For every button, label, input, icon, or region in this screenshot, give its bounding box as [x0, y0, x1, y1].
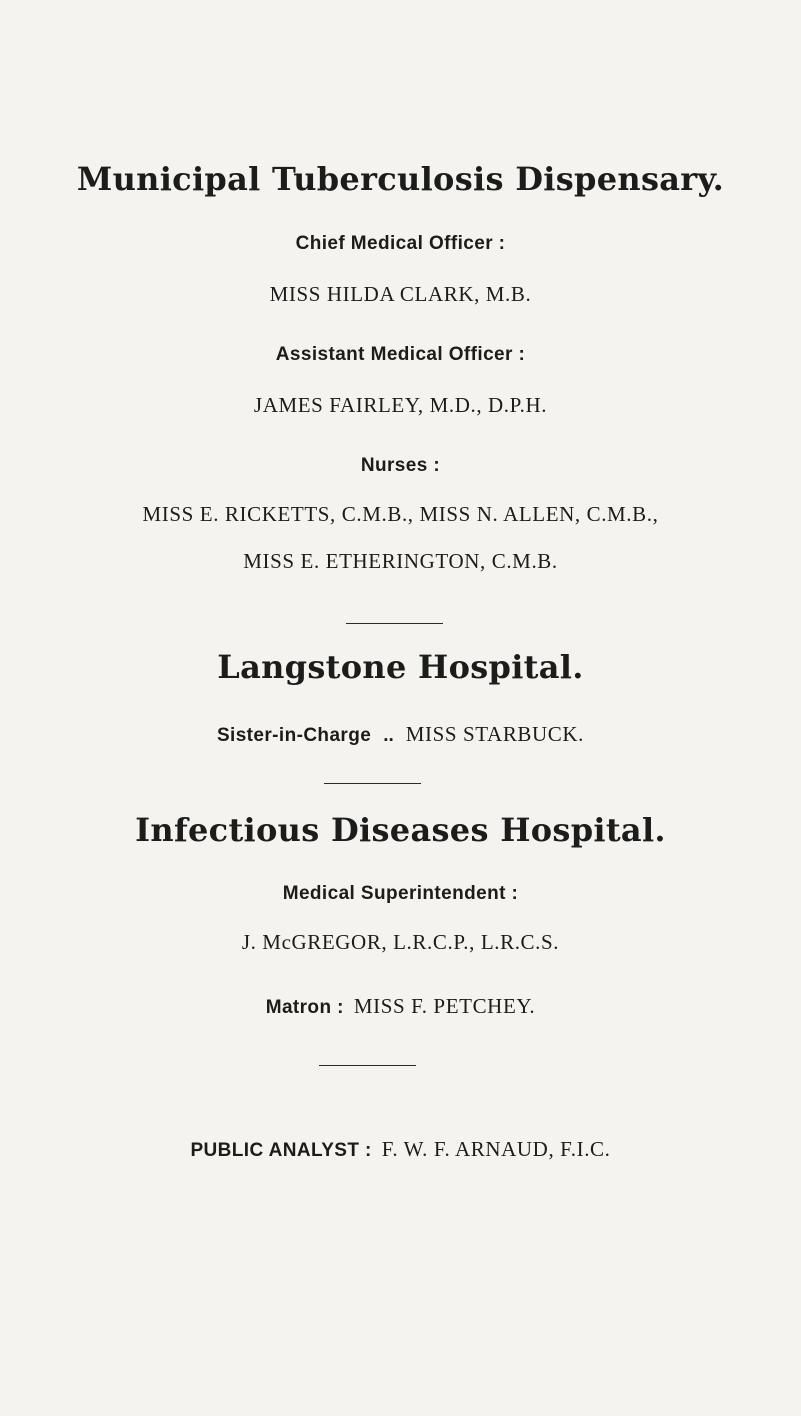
public-analyst-name: F. W. F. ARNAUD, F.I.C. — [381, 1137, 611, 1161]
sister-in-charge-name: MISS STARBUCK. — [405, 722, 585, 746]
nurses-label: Nurses : — [360, 455, 441, 476]
section-divider — [346, 623, 443, 624]
matron-label: Matron : — [265, 997, 344, 1018]
section-divider — [324, 783, 421, 784]
matron-name: MISS F. PETCHEY. — [353, 994, 536, 1018]
chief-medical-officer-name: MISS HILDA CLARK, M.B. — [269, 282, 532, 306]
assistant-medical-officer-name: JAMES FAIRLEY, M.D., D.P.H. — [253, 393, 548, 417]
medical-superintendent-label: Medical Superintendent : — [282, 883, 519, 904]
sister-in-charge-separator: .. — [383, 725, 394, 746]
assistant-medical-officer-label: Assistant Medical Officer : — [275, 344, 526, 365]
medical-superintendent-name: J. McGREGOR, L.R.C.P., L.R.C.S. — [241, 930, 560, 954]
nurses-line-1: MISS E. RICKETTS, C.M.B., MISS N. ALLEN, C.M.B., — [142, 502, 659, 526]
langstone-title: Langstone Hospital. — [217, 648, 584, 686]
dispensary-title: Municipal Tuberculosis Dispensary. — [76, 160, 725, 198]
infectious-diseases-title: Infectious Diseases Hospital. — [135, 811, 666, 849]
sister-in-charge-line — [0, 722, 801, 747]
sister-in-charge-label: Sister-in-Charge — [216, 725, 372, 746]
public-analyst-label: PUBLIC ANALYST : — [190, 1140, 372, 1161]
chief-medical-officer-label: Chief Medical Officer : — [295, 233, 506, 254]
public-analyst-line — [0, 1137, 801, 1162]
nurses-line-2: MISS E. ETHERINGTON, C.M.B. — [243, 549, 558, 573]
matron-line — [0, 994, 801, 1019]
section-divider — [319, 1065, 416, 1066]
